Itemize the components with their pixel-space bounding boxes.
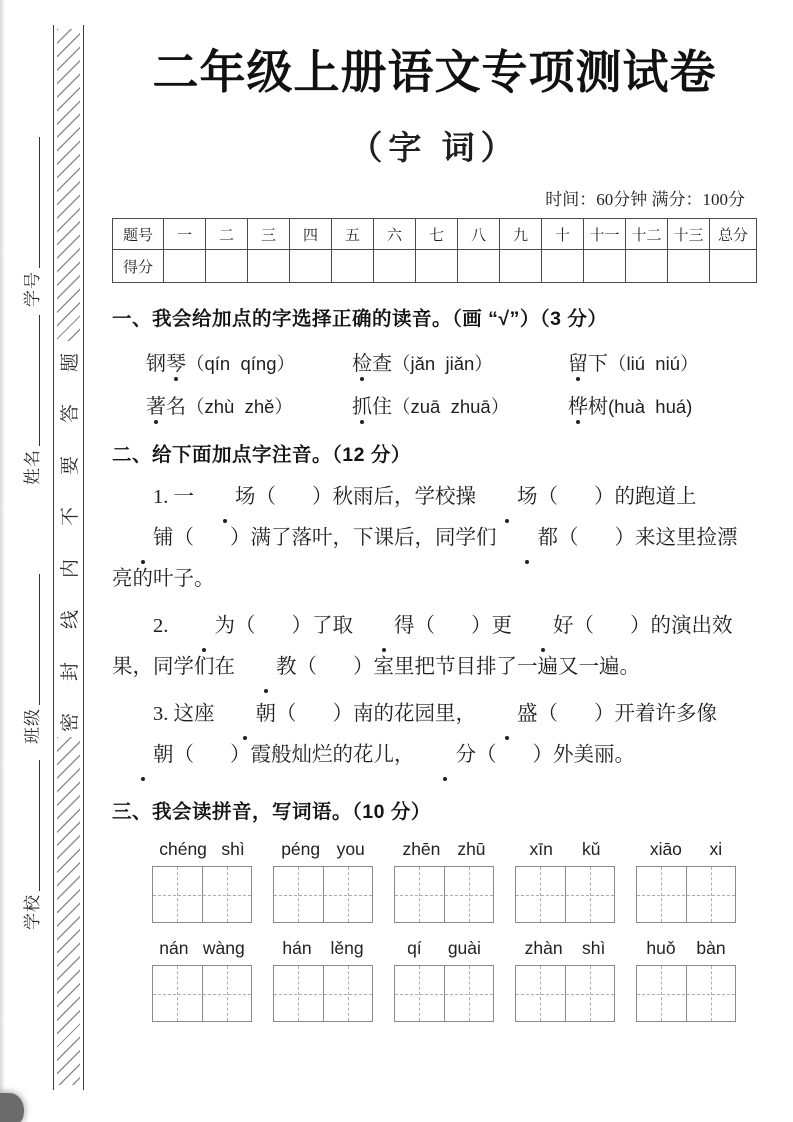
writing-grid-cell[interactable] (637, 966, 686, 1021)
sentence-text: 开着许多像 (614, 703, 717, 725)
score-table-question-header: 十一 (584, 219, 626, 250)
dotted-character: 得 (353, 606, 415, 647)
dotted-character: 为 (174, 606, 236, 647)
answer-blank[interactable]: （ ） (573, 615, 651, 637)
sentence-text: 室里把节目排了一遍又一遍。 (373, 656, 640, 678)
dotted-character: 桦 (568, 390, 588, 419)
pinyin-syllable: zhàn (524, 938, 563, 958)
pinyin-syllable: péng (281, 839, 321, 859)
pinyin-word (394, 839, 494, 860)
student-field-blank[interactable] (39, 574, 40, 705)
dotted-character: 场 (194, 477, 256, 518)
dotted-character: 盛 (476, 694, 538, 735)
writing-grid[interactable] (515, 965, 615, 1022)
score-table-question-header: 七 (416, 219, 458, 250)
answer-blank[interactable]: （ ） (173, 527, 251, 549)
sentence-text: 满了落叶，下课后，同学们 (250, 527, 497, 549)
score-cell[interactable] (332, 250, 374, 283)
sentence-text: 的跑道上 (614, 486, 697, 508)
pinyin-syllable: kǔ (581, 839, 601, 859)
sentence-text: 3. 这座 (153, 703, 215, 725)
dotted-character: 朝 (215, 694, 277, 735)
score-cell[interactable] (374, 250, 416, 283)
score-table-question-header: 六 (374, 219, 416, 250)
answer-blank[interactable]: （ ） (173, 744, 251, 766)
seal-char: 答 (60, 404, 81, 424)
word-item (568, 390, 757, 419)
answer-blank[interactable]: （ ） (276, 703, 353, 725)
word-item (146, 347, 352, 376)
sentence-text: 1. 一 (153, 486, 194, 508)
writing-grid-cell[interactable] (637, 867, 686, 922)
section3-word-rows (112, 839, 757, 1022)
pinyin-syllable: xiāo (649, 839, 682, 859)
sentence-1 (112, 477, 757, 600)
writing-grid-cell[interactable] (323, 867, 373, 922)
pinyin-word (515, 938, 615, 959)
pinyin-word (273, 839, 373, 860)
student-field-blank[interactable] (39, 315, 40, 446)
section3-heading: 三、我会读拼音，写词语。（10 分） (112, 801, 431, 823)
score-cell[interactable] (584, 250, 626, 283)
seal-hatch-bottom (57, 737, 80, 1085)
main-content (112, 0, 757, 1022)
seal-char: 封 (60, 662, 81, 682)
pinyin-options[interactable]: （jǎn jiǎn） (392, 353, 493, 374)
score-table-header-row (113, 219, 757, 250)
score-table-question-header: 三 (248, 219, 290, 250)
pinyin-word (152, 839, 252, 860)
student-field-blank[interactable] (39, 760, 40, 891)
writing-grid-row-2 (152, 965, 757, 1022)
pinyin-syllable: guài (447, 938, 481, 958)
writing-grid-cell[interactable] (516, 867, 565, 922)
word-characters (568, 396, 608, 418)
score-cell[interactable] (206, 250, 248, 283)
pinyin-syllable: lěng (330, 938, 364, 958)
pinyin-syllable: nán (159, 938, 189, 958)
pinyin-options[interactable]: （liú niú） (608, 353, 699, 374)
pinyin-row-2 (152, 938, 757, 959)
character: 名 (166, 396, 186, 418)
pinyin-syllable: xīn (529, 839, 553, 859)
dotted-character: 留 (568, 347, 588, 376)
writing-grid-cell[interactable] (395, 966, 444, 1021)
seal-char: 要 (60, 456, 81, 476)
writing-grid-cell[interactable] (274, 867, 323, 922)
scan-edge-smear (0, 0, 5, 1122)
score-table-question-header: 十三 (668, 219, 710, 250)
writing-grid[interactable] (152, 866, 252, 923)
pinyin-options[interactable]: （qín qíng） (186, 353, 296, 374)
character: 住 (372, 396, 392, 418)
pinyin-syllable: zhū (457, 839, 486, 859)
student-field-1 (17, 137, 43, 307)
answer-blank[interactable]: （ ） (537, 486, 615, 508)
score-table-question-header: 一 (164, 219, 206, 250)
sentence-text: 更 (491, 615, 512, 637)
word-characters (146, 396, 186, 418)
section2-sentences (112, 477, 757, 776)
pinyin-word (273, 938, 373, 959)
writing-grid[interactable] (515, 866, 615, 923)
sentence-text: 霞般灿烂的花儿， (250, 744, 415, 766)
word-characters (568, 353, 608, 375)
writing-grid-cell[interactable] (444, 966, 494, 1021)
writing-grid-cell[interactable] (323, 966, 373, 1021)
sentence-text: 外美丽。 (553, 744, 635, 766)
dotted-character: 朝 (112, 735, 174, 776)
dotted-character: 琴 (166, 347, 186, 376)
seal-hatch-top (57, 29, 80, 341)
pinyin-syllable: wàng (202, 938, 245, 958)
pinyin-syllable: qí (407, 938, 422, 958)
writing-grid[interactable] (273, 866, 373, 923)
score-table-score-row (113, 250, 757, 283)
writing-grid-cell[interactable] (565, 966, 615, 1021)
writing-grid[interactable] (394, 965, 494, 1022)
answer-blank[interactable]: （ ） (414, 615, 492, 637)
score-table-question-header: 十二 (626, 219, 668, 250)
pinyin-syllable: bàn (696, 938, 726, 958)
answer-blank[interactable]: （ ） (255, 486, 333, 508)
page-subtitle: （字 词） (349, 131, 520, 167)
seal-char: 内 (60, 559, 81, 579)
writing-grid-cell[interactable] (444, 867, 494, 922)
score-table-corner: 题号 (113, 219, 164, 250)
dotted-character: 抓 (352, 390, 372, 419)
score-table-question-header: 十 (542, 219, 584, 250)
pinyin-syllable: chéng (159, 839, 207, 859)
pinyin-options[interactable]: (huà huá) (608, 396, 693, 417)
writing-grid[interactable] (636, 866, 736, 923)
sentence-text: 2. (153, 615, 174, 637)
character: 树 (588, 396, 608, 418)
score-cell[interactable] (290, 250, 332, 283)
dotted-character: 检 (352, 347, 372, 376)
answer-blank[interactable]: （ ） (476, 744, 553, 766)
sentence-text: 秋雨后，学校操 (332, 486, 476, 508)
pinyin-syllable: huǒ (646, 938, 676, 958)
score-cell[interactable] (458, 250, 500, 283)
section2-heading: 二、给下面加点字注音。（12 分） (112, 444, 411, 466)
pinyin-syllable: xi (709, 839, 723, 859)
dotted-character: 铺 (112, 518, 174, 559)
word-item (568, 347, 757, 376)
writing-grid-cell[interactable] (202, 966, 252, 1021)
word-characters (352, 396, 392, 418)
word-item (352, 347, 568, 376)
dotted-character: 教 (235, 647, 297, 688)
pinyin-word (636, 938, 736, 959)
pinyin-options[interactable]: （zuā zhuā） (392, 396, 510, 417)
word-characters (352, 353, 392, 375)
seal-strip (53, 25, 84, 1090)
student-field-label: 学校 (23, 894, 42, 930)
writing-grid[interactable] (152, 965, 252, 1022)
score-table-question-header: 八 (458, 219, 500, 250)
pinyin-syllable: shì (581, 938, 606, 958)
writing-grid[interactable] (394, 866, 494, 923)
score-cell[interactable] (542, 250, 584, 283)
section1-heading: 一、我会给加点的字选择正确的读音。（画 “√”）（3 分） (112, 308, 608, 330)
writing-grid-row-1 (152, 866, 757, 923)
writing-grid-cell[interactable] (686, 867, 736, 922)
answer-blank[interactable]: （ ） (235, 615, 312, 637)
student-field-blank[interactable] (39, 137, 40, 268)
seal-char: 不 (60, 507, 81, 527)
pinyin-word (515, 839, 615, 860)
character: 下 (588, 353, 608, 375)
student-field-label: 姓名 (23, 449, 42, 485)
dotted-character: 场 (476, 477, 538, 518)
sentence-text: 南的花园里， (353, 703, 476, 725)
pinyin-word (636, 839, 736, 860)
seal-char: 题 (60, 353, 81, 373)
pinyin-word (152, 938, 252, 959)
writing-grid-cell[interactable] (202, 867, 252, 922)
answer-blank[interactable]: （ ） (558, 527, 635, 549)
writing-grid[interactable] (636, 965, 736, 1022)
score-row-label: 得分 (113, 250, 164, 283)
writing-grid[interactable] (273, 965, 373, 1022)
score-table-question-header: 总分 (710, 219, 757, 250)
word-characters (146, 353, 186, 375)
score-cell[interactable] (668, 250, 710, 283)
word-item (352, 390, 568, 419)
time-score-meta: 时间：60分钟 满分：100分 (545, 190, 745, 209)
pinyin-options[interactable]: （zhù zhě） (186, 396, 293, 417)
student-field-label: 班级 (23, 708, 42, 744)
writing-grid-cell[interactable] (395, 867, 444, 922)
writing-grid-cell[interactable] (153, 966, 202, 1021)
sentence-text: 的演出效果，同学们在 (112, 615, 733, 678)
page-title: 二年级上册语文专项测试卷 (152, 47, 717, 98)
student-field-label: 学号 (23, 271, 42, 307)
section1-items (146, 347, 757, 419)
sentence-2 (112, 606, 757, 688)
student-field-3 (17, 574, 43, 744)
answer-blank[interactable]: （ ） (537, 703, 615, 725)
character: 查 (372, 353, 392, 375)
writing-grid-cell[interactable] (516, 966, 565, 1021)
score-table-question-header: 五 (332, 219, 374, 250)
score-cell[interactable] (710, 250, 757, 283)
score-cell[interactable] (164, 250, 206, 283)
pinyin-row-1 (152, 839, 757, 860)
score-cell[interactable] (626, 250, 668, 283)
score-table-question-header: 二 (206, 219, 248, 250)
word-item (146, 390, 352, 419)
pinyin-syllable: zhēn (402, 839, 441, 859)
writing-grid-cell[interactable] (686, 966, 736, 1021)
seal-char: 线 (60, 610, 81, 630)
pinyin-syllable: shì (221, 839, 245, 859)
seal-char: 密 (60, 713, 81, 733)
sentence-text: 来这里捡漂亮的叶子。 (112, 527, 738, 590)
dotted-character: 都 (497, 518, 559, 559)
score-cell[interactable] (248, 250, 290, 283)
dotted-character: 好 (512, 606, 574, 647)
scan-corner-artifact (0, 1093, 24, 1122)
score-cell[interactable] (416, 250, 458, 283)
score-table-question-header: 九 (500, 219, 542, 250)
student-field-4 (17, 760, 43, 930)
dotted-character: 著 (146, 390, 166, 419)
pinyin-syllable: hán (282, 938, 312, 958)
pinyin-word (394, 938, 494, 959)
writing-grid-cell[interactable] (274, 966, 323, 1021)
sentence-text: 了取 (312, 615, 353, 637)
writing-grid-cell[interactable] (565, 867, 615, 922)
score-cell[interactable] (500, 250, 542, 283)
writing-grid-cell[interactable] (153, 867, 202, 922)
student-field-2 (17, 315, 43, 485)
score-table-question-header: 四 (290, 219, 332, 250)
answer-blank[interactable]: （ ） (296, 656, 374, 678)
sentence-3 (112, 694, 757, 776)
score-table (112, 218, 757, 283)
character: 钢 (146, 353, 166, 375)
dotted-character: 分 (415, 735, 477, 776)
pinyin-syllable: you (336, 839, 365, 859)
